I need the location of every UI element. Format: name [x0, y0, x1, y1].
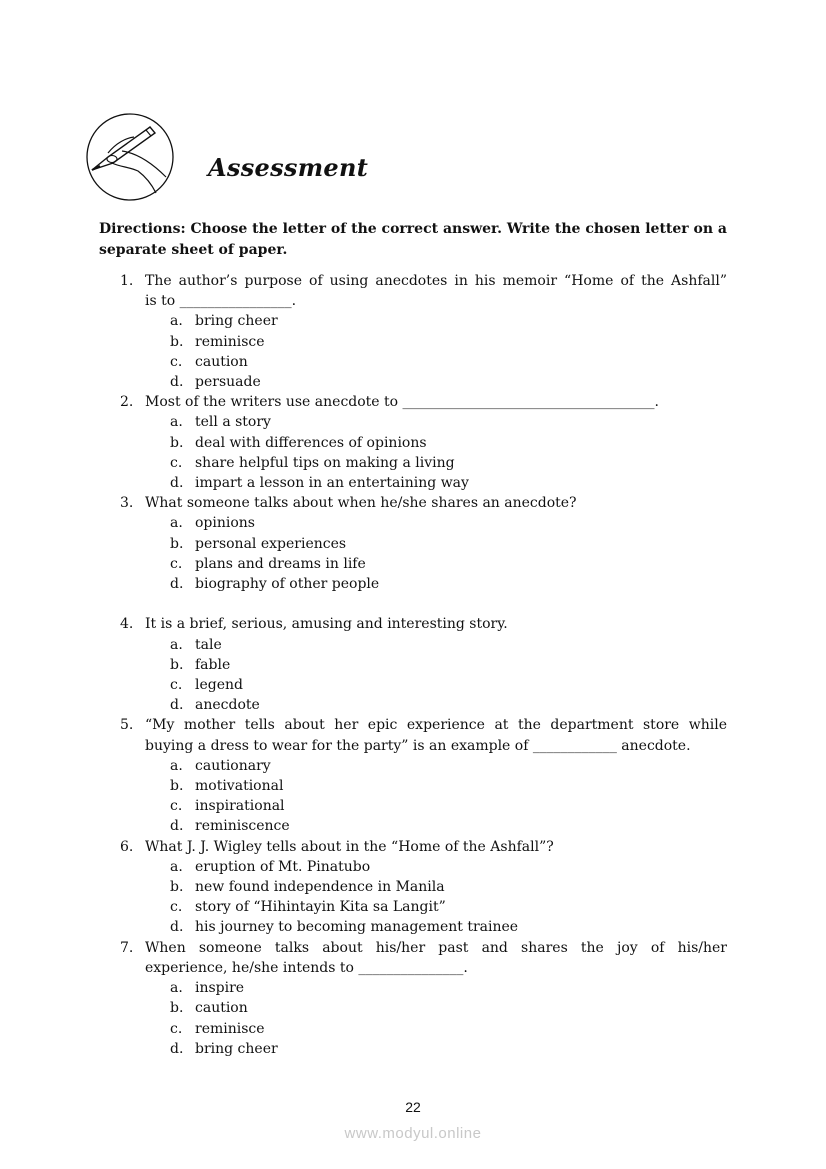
option-text: deal with differences of opinions — [195, 434, 427, 451]
option-text: personal experiences — [195, 535, 347, 552]
option-letter: a. — [170, 414, 183, 431]
question-number: 1. — [120, 273, 134, 289]
option-letter: a. — [170, 636, 183, 653]
answer-option — [170, 816, 727, 836]
question-item — [99, 837, 727, 938]
directions: Directions: Choose the letter of the correct answer. Write the chosen letter on a separate sheet of paper. — [99, 221, 727, 258]
option-letter: c. — [170, 353, 183, 370]
question-number: 2. — [120, 394, 134, 411]
option-text: new found independence in Manila — [195, 879, 445, 896]
question-text: buying a dress to wear for the party” is an example of ____________ anecdote. — [145, 737, 691, 754]
option-text: fable — [195, 656, 231, 673]
option-text: cautionary — [195, 757, 271, 774]
option-text: anecdote — [195, 697, 260, 714]
option-text: motivational — [195, 778, 284, 795]
question-item — [99, 271, 727, 392]
option-text: inspirational — [195, 798, 285, 815]
question-list — [99, 271, 727, 1059]
option-letter: c. — [170, 555, 183, 572]
option-text: eruption of Mt. Pinatubo — [195, 858, 371, 875]
answer-option — [170, 978, 727, 998]
answer-option — [170, 574, 727, 594]
answer-option — [170, 756, 727, 776]
option-text: persuade — [195, 374, 261, 391]
hand-writing-pencil-icon — [86, 113, 174, 201]
answer-option — [170, 796, 727, 816]
option-letter: c. — [170, 798, 183, 815]
answer-option — [170, 372, 727, 392]
option-letter: d. — [170, 697, 184, 714]
option-text: reminisce — [195, 1020, 265, 1037]
answer-option — [170, 877, 727, 897]
question-text: Most of the writers use anecdote to ____________________________________. — [145, 394, 659, 411]
option-text: plans and dreams in life — [195, 555, 366, 572]
option-text: bring cheer — [195, 313, 278, 330]
question-item — [99, 614, 727, 715]
option-letter: d. — [170, 576, 184, 593]
option-text: tale — [195, 636, 222, 653]
option-text: inspire — [195, 980, 245, 997]
spacer — [99, 594, 727, 614]
option-letter: d. — [170, 818, 184, 835]
answer-option — [170, 513, 727, 533]
answer-option — [170, 998, 727, 1018]
answer-option — [170, 332, 727, 352]
option-letter: a. — [170, 757, 183, 774]
answer-option — [170, 473, 727, 493]
question-text: When someone talks about his/her past and shares the joy of his/her — [145, 939, 727, 956]
question-number: 6. — [120, 838, 134, 855]
option-text: caution — [195, 1000, 248, 1017]
option-letter: b. — [170, 656, 184, 673]
page-title: Assessment — [208, 153, 369, 182]
option-letter: b. — [170, 434, 184, 451]
option-text: story of “Hihintayin Kita sa Langit” — [195, 899, 446, 916]
option-letter: d. — [170, 919, 184, 936]
answer-option — [170, 1039, 727, 1059]
option-text: his journey to becoming management trainee — [195, 919, 519, 936]
option-letter: b. — [170, 879, 184, 896]
option-letter: c. — [170, 677, 183, 694]
option-letter: b. — [170, 778, 184, 795]
answer-option — [170, 554, 727, 574]
question-number: 3. — [120, 495, 134, 512]
answer-option — [170, 917, 727, 937]
question-text: “My mother tells about her epic experience at the department store while — [145, 717, 727, 734]
answer-option — [170, 635, 727, 655]
question-item — [99, 715, 727, 836]
option-text: reminisce — [195, 333, 265, 350]
question-number: 4. — [120, 616, 134, 633]
page-number: 22 — [405, 1099, 421, 1115]
answer-option — [170, 1019, 727, 1039]
option-text: impart a lesson in an entertaining way — [195, 475, 469, 492]
question-item — [99, 938, 727, 1059]
answer-option — [170, 857, 727, 877]
option-letter: d. — [170, 475, 184, 492]
option-letter: c. — [170, 899, 183, 916]
answer-option — [170, 311, 727, 331]
option-text: bring cheer — [195, 1040, 278, 1057]
option-text: legend — [195, 677, 243, 694]
option-letter: b. — [170, 1000, 184, 1017]
option-letter: d. — [170, 374, 184, 391]
option-letter: c. — [170, 1020, 183, 1037]
option-letter: a. — [170, 313, 183, 330]
answer-option — [170, 453, 727, 473]
option-text: tell a story — [195, 414, 271, 431]
option-letter: d. — [170, 1040, 184, 1057]
option-text: share helpful tips on making a living — [195, 454, 455, 471]
watermark: www.modyul.online — [344, 1125, 482, 1142]
question-text: is to ________________. — [145, 293, 297, 310]
answer-option — [170, 655, 727, 675]
question-number: 7. — [120, 939, 134, 956]
option-letter: b. — [170, 333, 184, 350]
option-text: opinions — [195, 515, 255, 532]
question-text: It is a brief, serious, amusing and interesting story. — [145, 616, 508, 633]
option-letter: c. — [170, 454, 183, 471]
answer-option — [170, 675, 727, 695]
answer-option — [170, 352, 727, 372]
answer-option — [170, 897, 727, 917]
option-letter: a. — [170, 980, 183, 997]
question-number: 5. — [120, 717, 134, 734]
option-text: biography of other people — [195, 576, 380, 593]
option-text: reminiscence — [195, 818, 290, 835]
question-item — [99, 392, 727, 493]
question-text: What J. J. Wigley tells about in the “Home of the Ashfall”? — [145, 838, 554, 855]
option-letter: a. — [170, 515, 183, 532]
answer-option — [170, 695, 727, 715]
option-text: caution — [195, 353, 248, 370]
answer-option — [170, 534, 727, 554]
answer-option — [170, 433, 727, 453]
answer-option — [170, 776, 727, 796]
question-item — [99, 493, 727, 594]
question-text: The author’s purpose of using anecdotes in his memoir “Home of the Ashfall” — [145, 273, 727, 289]
question-text: experience, he/she intends to _______________. — [145, 959, 468, 976]
option-letter: a. — [170, 858, 183, 875]
question-text: What someone talks about when he/she shares an anecdote? — [145, 495, 577, 512]
option-letter: b. — [170, 535, 184, 552]
answer-option — [170, 412, 727, 432]
